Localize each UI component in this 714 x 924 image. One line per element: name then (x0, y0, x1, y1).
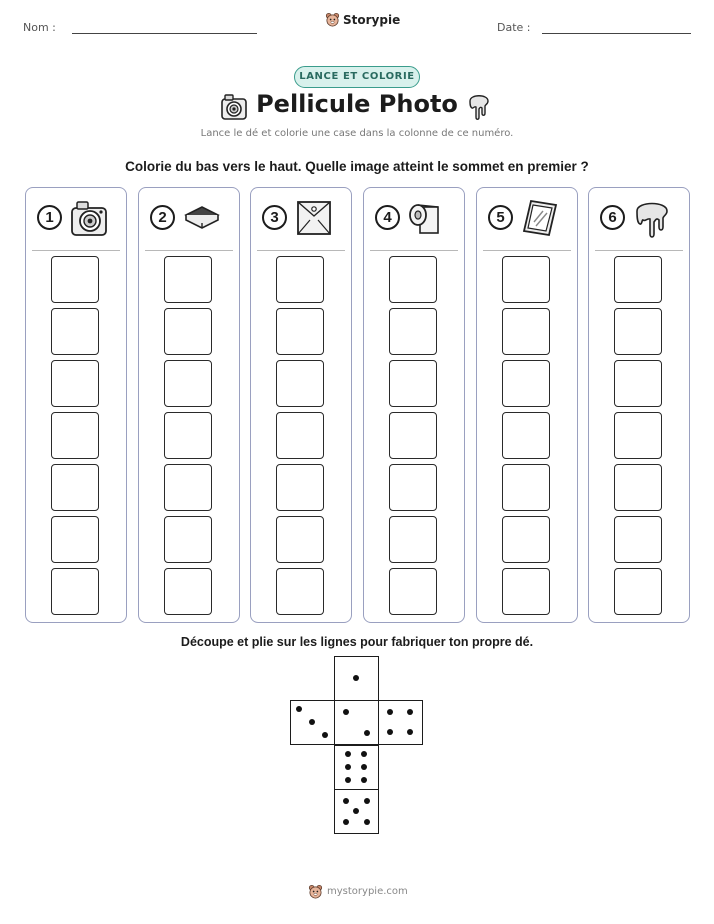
column-divider (145, 250, 233, 251)
die-pip (345, 764, 351, 770)
die-face-5 (334, 789, 379, 834)
color-cell[interactable] (614, 568, 662, 615)
color-cell[interactable] (164, 464, 212, 511)
activity-badge: LANCE ET COLORIE (294, 66, 420, 88)
color-cell[interactable] (502, 360, 550, 407)
die-pip (353, 808, 359, 814)
column-divider (595, 250, 683, 251)
page-title: Pellicule Photo (256, 90, 458, 118)
bear-logo-icon (325, 12, 340, 27)
bear-logo-icon (308, 884, 323, 899)
paper-roll-icon (406, 197, 448, 239)
name-label: Nom : (23, 21, 56, 34)
column-number: 4 (375, 205, 400, 230)
color-cell[interactable] (502, 308, 550, 355)
column-number: 3 (262, 205, 287, 230)
brand-logo (325, 12, 400, 27)
photo-envelope-icon (293, 197, 335, 239)
column-divider (483, 250, 571, 251)
color-cell[interactable] (51, 516, 99, 563)
die-pip (407, 729, 413, 735)
color-cell[interactable] (389, 360, 437, 407)
color-cell[interactable] (502, 256, 550, 303)
color-cell[interactable] (276, 360, 324, 407)
name-line[interactable] (72, 33, 257, 34)
color-cell[interactable] (276, 308, 324, 355)
instruction: Colorie du bas vers le haut. Quelle image atteint le sommet en premier ? (125, 159, 589, 174)
color-cell[interactable] (51, 256, 99, 303)
color-cell[interactable] (389, 308, 437, 355)
color-cell[interactable] (276, 516, 324, 563)
color-cell[interactable] (502, 412, 550, 459)
die-pip (361, 777, 367, 783)
developing-tray-icon (181, 197, 223, 239)
die-pip (345, 751, 351, 757)
die-pip (407, 709, 413, 715)
column-number: 2 (150, 205, 175, 230)
die-face-2 (334, 700, 379, 745)
die-face-6 (334, 745, 379, 790)
color-cell[interactable] (276, 256, 324, 303)
cut-instruction: Découpe et plie sur les lignes pour fabriquer ton propre dé. (180, 635, 534, 649)
color-cell[interactable] (614, 256, 662, 303)
die-pip (353, 675, 359, 681)
color-cell[interactable] (51, 308, 99, 355)
die-pip (364, 730, 370, 736)
color-cell[interactable] (389, 256, 437, 303)
color-cell[interactable] (502, 516, 550, 563)
color-cell[interactable] (389, 516, 437, 563)
column-4 (363, 187, 465, 623)
color-cell[interactable] (164, 308, 212, 355)
color-cell[interactable] (502, 464, 550, 511)
color-cell[interactable] (614, 308, 662, 355)
date-line[interactable] (542, 33, 691, 34)
color-cell[interactable] (164, 516, 212, 563)
column-divider (32, 250, 120, 251)
color-cell[interactable] (502, 568, 550, 615)
color-cell[interactable] (51, 568, 99, 615)
date-label: Date : (497, 21, 531, 34)
die-pip (343, 819, 349, 825)
die-pip (345, 777, 351, 783)
dripping-drop-icon (466, 91, 492, 121)
color-cell[interactable] (389, 464, 437, 511)
footer-url: mystorypie.com (327, 886, 408, 897)
color-cell[interactable] (164, 412, 212, 459)
color-cell[interactable] (614, 412, 662, 459)
color-cell[interactable] (51, 360, 99, 407)
color-cell[interactable] (164, 256, 212, 303)
die-pip (387, 729, 393, 735)
die-pip (364, 798, 370, 804)
color-cell[interactable] (164, 360, 212, 407)
camera-icon (68, 197, 110, 239)
column-number: 1 (37, 205, 62, 230)
glass-plate-icon (519, 197, 561, 239)
column-6 (588, 187, 690, 623)
column-number: 6 (600, 205, 625, 230)
column-number: 5 (488, 205, 513, 230)
color-cell[interactable] (164, 568, 212, 615)
die-pip (387, 709, 393, 715)
die-pip (343, 709, 349, 715)
color-cell[interactable] (614, 464, 662, 511)
column-5 (476, 187, 578, 623)
column-1 (25, 187, 127, 623)
color-cell[interactable] (276, 412, 324, 459)
color-cell[interactable] (276, 568, 324, 615)
die-pip (364, 819, 370, 825)
die-pip (343, 798, 349, 804)
die-pip (322, 732, 328, 738)
brand-name: Storypie (343, 12, 401, 27)
color-cell[interactable] (614, 516, 662, 563)
color-cell[interactable] (51, 412, 99, 459)
die-pip (361, 751, 367, 757)
column-2 (138, 187, 240, 623)
color-cell[interactable] (389, 412, 437, 459)
column-divider (257, 250, 345, 251)
column-divider (370, 250, 458, 251)
die-pip (361, 764, 367, 770)
die-pip (296, 706, 302, 712)
column-3 (250, 187, 352, 623)
die-face-4 (378, 700, 423, 745)
color-cell[interactable] (276, 464, 324, 511)
subtitle: Lance le dé et colorie une case dans la colonne de ce numéro. (200, 128, 514, 139)
dripping-drop-icon (631, 197, 673, 239)
color-cell[interactable] (51, 464, 99, 511)
color-cell[interactable] (614, 360, 662, 407)
die-face-3 (290, 700, 335, 745)
color-cell[interactable] (389, 568, 437, 615)
die-face-1 (334, 656, 379, 701)
die-pip (309, 719, 315, 725)
footer (308, 884, 408, 899)
